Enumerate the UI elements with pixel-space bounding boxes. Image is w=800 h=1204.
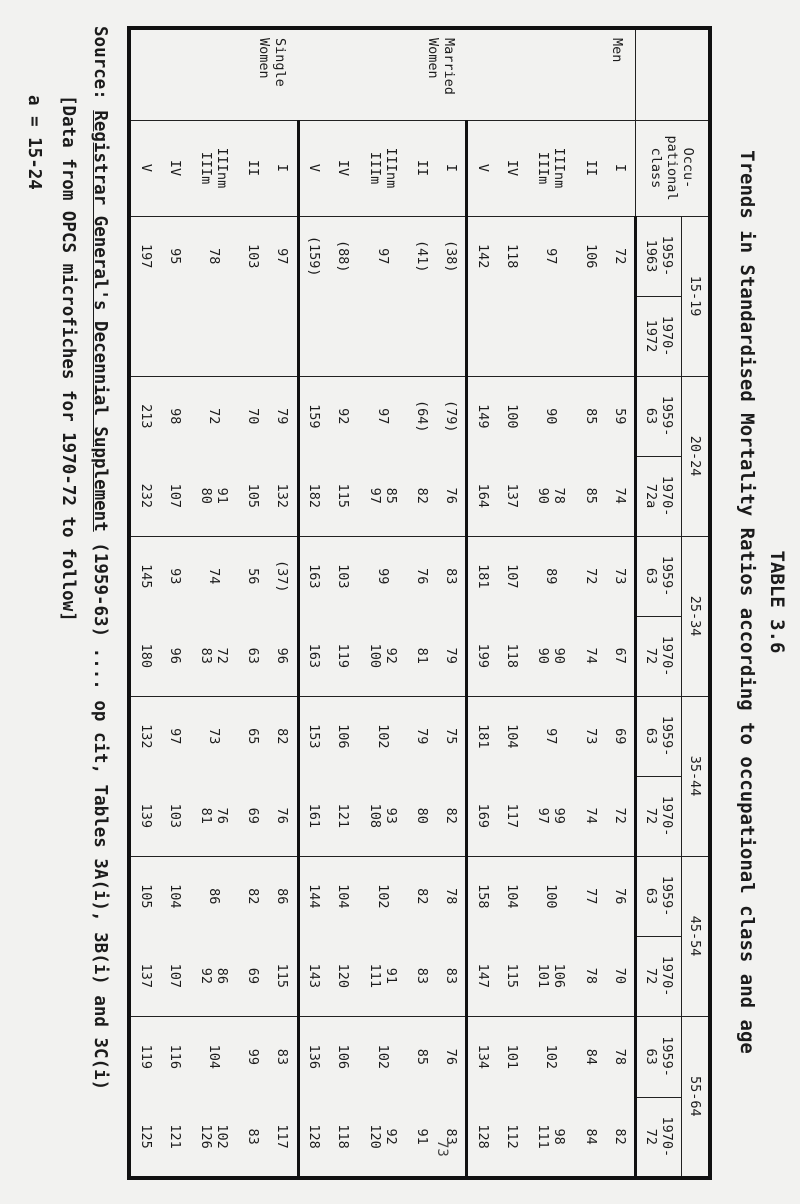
table-row — [298, 28, 329, 1178]
class-label: I — [605, 120, 636, 216]
table-row — [329, 28, 358, 1178]
smr-value: 70 — [605, 936, 636, 1016]
age-header: 20-24 — [682, 376, 711, 536]
smr-value: 76 — [605, 856, 636, 936]
data-note: [Data from OPCS microfiches for 1970-72 to follow] — [58, 95, 78, 622]
table-body — [129, 28, 636, 1178]
smr-value: 105 — [239, 456, 268, 536]
smr-value: 91 80 — [189, 456, 239, 536]
group-header-cell — [636, 28, 711, 120]
smr-value: 137 — [497, 456, 526, 536]
smr-value: 97 — [526, 696, 576, 776]
class-label: V — [467, 120, 498, 216]
smr-value: 213 — [129, 376, 160, 456]
smr-value: 169 — [467, 776, 498, 856]
smr-value: 78 — [576, 936, 605, 1016]
smr-value: 97 — [358, 216, 408, 296]
age-header: 45-54 — [682, 856, 711, 1016]
smr-value: 72 83 — [189, 616, 239, 696]
group-label: Men — [467, 28, 636, 120]
year-header: 1970- 72 — [636, 936, 682, 1016]
smr-value: 73 — [189, 696, 239, 776]
smr-value: 102 126 — [189, 1097, 239, 1178]
smr-value: 74 — [605, 456, 636, 536]
age-header: 15-19 — [682, 216, 711, 376]
smr-value — [605, 296, 636, 376]
smr-value: 79 — [436, 616, 467, 696]
smr-value: 99 — [239, 1016, 268, 1097]
smr-value: 83 — [436, 1097, 467, 1178]
smr-value — [436, 296, 467, 376]
footnote: a = 15-24 — [24, 95, 44, 190]
table-row — [576, 28, 605, 1178]
smr-value: 104 — [329, 856, 358, 936]
table-row — [189, 28, 239, 1178]
year-header: 1959- 63 — [636, 856, 682, 936]
smr-value: 103 — [239, 216, 268, 296]
table-row — [129, 28, 160, 1178]
class-label: II — [239, 120, 268, 216]
smr-value: 80 — [407, 776, 436, 856]
class-label: IIInm IIIm — [358, 120, 408, 216]
smr-value: 102 — [526, 1016, 576, 1097]
smr-value: 97 — [268, 216, 299, 296]
smr-value — [497, 296, 526, 376]
smr-value: 83 — [268, 1016, 299, 1097]
smr-value: 75 — [436, 696, 467, 776]
smr-value: 85 — [576, 456, 605, 536]
smr-value: 74 — [576, 616, 605, 696]
smr-value: 161 — [298, 776, 329, 856]
smr-table — [127, 26, 712, 1180]
smr-value: 84 — [576, 1097, 605, 1178]
smr-value: 163 — [298, 536, 329, 616]
source-reference: Registrar General's Decennial Supplement — [90, 110, 110, 532]
smr-value: 104 — [497, 856, 526, 936]
smr-value — [298, 296, 329, 376]
table-row — [268, 28, 299, 1178]
smr-value: 82 — [268, 696, 299, 776]
smr-value: 82 — [605, 1097, 636, 1178]
smr-value: 86 92 — [189, 936, 239, 1016]
smr-value: 100 — [497, 376, 526, 456]
smr-value: (88) — [329, 216, 358, 296]
table-row — [526, 28, 576, 1178]
smr-value: 128 — [298, 1097, 329, 1178]
smr-value: 83 — [436, 936, 467, 1016]
smr-value: 164 — [467, 456, 498, 536]
smr-value: 103 — [160, 776, 189, 856]
smr-value: 73 — [605, 536, 636, 616]
smr-value: 96 — [160, 616, 189, 696]
smr-value: (159) — [298, 216, 329, 296]
smr-value: 121 — [329, 776, 358, 856]
class-label: V — [298, 120, 329, 216]
smr-value: 100 — [526, 856, 576, 936]
smr-value: 97 — [358, 376, 408, 456]
table-row — [358, 28, 408, 1178]
smr-value: 182 — [298, 456, 329, 536]
table-row — [239, 28, 268, 1178]
smr-value: 120 — [329, 936, 358, 1016]
table-title: Trends in Standardised Mortality Ratios according to occupational class and age — [736, 150, 758, 1054]
class-label: IIInm IIIm — [189, 120, 239, 216]
smr-value: 78 — [189, 216, 239, 296]
table-row — [497, 28, 526, 1178]
smr-value: 63 — [239, 616, 268, 696]
smr-value: 72 — [605, 216, 636, 296]
smr-value: 103 — [329, 536, 358, 616]
smr-value — [358, 296, 408, 376]
smr-value: 181 — [467, 696, 498, 776]
smr-value: 136 — [298, 1016, 329, 1097]
smr-value: 112 — [497, 1097, 526, 1178]
smr-value: 107 — [497, 536, 526, 616]
age-header: 35-44 — [682, 696, 711, 856]
year-header: 1970- 1972 — [636, 296, 682, 376]
smr-value: 76 — [407, 536, 436, 616]
smr-value: 107 — [160, 936, 189, 1016]
smr-value — [526, 296, 576, 376]
year-header: 1959- 1963 — [636, 216, 682, 296]
smr-value: 93 108 — [358, 776, 408, 856]
smr-value: (37) — [268, 536, 299, 616]
smr-value: 106 — [329, 696, 358, 776]
smr-value: 104 — [497, 696, 526, 776]
smr-value: 137 — [129, 936, 160, 1016]
smr-value: 153 — [298, 696, 329, 776]
page-number: 73 — [434, 1140, 450, 1157]
occupational-class-header: Occu- pational class — [636, 120, 711, 216]
age-header: 55-64 — [682, 1016, 711, 1178]
smr-value: 84 — [576, 1016, 605, 1097]
smr-value: 106 — [329, 1016, 358, 1097]
smr-value: 70 — [239, 376, 268, 456]
smr-value: 115 — [268, 936, 299, 1016]
year-header: 1970- 72 — [636, 776, 682, 856]
smr-value: 118 — [329, 1097, 358, 1178]
smr-value: 89 — [526, 536, 576, 616]
smr-value: 69 — [239, 936, 268, 1016]
smr-value: 115 — [329, 456, 358, 536]
smr-value: 74 — [576, 776, 605, 856]
smr-value: 181 — [467, 536, 498, 616]
smr-value: 74 — [189, 536, 239, 616]
class-label: V — [129, 120, 160, 216]
smr-value: 142 — [467, 216, 498, 296]
smr-value: 73 — [576, 696, 605, 776]
smr-value: 117 — [497, 776, 526, 856]
smr-value: 90 90 — [526, 616, 576, 696]
class-label: IIInm IIIm — [526, 120, 576, 216]
smr-value: 86 — [189, 856, 239, 936]
smr-value: 159 — [298, 376, 329, 456]
smr-value: 79 — [268, 376, 299, 456]
smr-value: 97 — [160, 696, 189, 776]
smr-value: 101 — [497, 1016, 526, 1097]
smr-value: 118 — [497, 616, 526, 696]
table-row — [467, 28, 498, 1178]
smr-value: 121 — [160, 1097, 189, 1178]
smr-value: 149 — [467, 376, 498, 456]
smr-value: 92 — [329, 376, 358, 456]
smr-value: 232 — [129, 456, 160, 536]
smr-value: 139 — [129, 776, 160, 856]
smr-value — [407, 296, 436, 376]
table-row — [605, 28, 636, 1178]
source-line — [90, 26, 110, 1090]
smr-value: 158 — [467, 856, 498, 936]
smr-value: 102 — [358, 1016, 408, 1097]
smr-value: 125 — [129, 1097, 160, 1178]
smr-value: 119 — [329, 616, 358, 696]
smr-value: 78 — [605, 1016, 636, 1097]
smr-value — [129, 296, 160, 376]
table-row — [160, 28, 189, 1178]
smr-value: 104 — [160, 856, 189, 936]
smr-value: 106 101 — [526, 936, 576, 1016]
smr-value: 128 — [467, 1097, 498, 1178]
smr-value — [239, 296, 268, 376]
class-label: I — [268, 120, 299, 216]
smr-value: (41) — [407, 216, 436, 296]
smr-value: 78 90 — [526, 456, 576, 536]
smr-value: 99 97 — [526, 776, 576, 856]
smr-value: 118 — [497, 216, 526, 296]
smr-value: 119 — [129, 1016, 160, 1097]
smr-value: 83 — [239, 1097, 268, 1178]
smr-value: 107 — [160, 456, 189, 536]
smr-value: 56 — [239, 536, 268, 616]
year-header: 1970- 72 — [636, 616, 682, 696]
smr-value: 76 — [268, 776, 299, 856]
class-label: IV — [160, 120, 189, 216]
smr-value: 79 — [407, 696, 436, 776]
smr-value: 105 — [129, 856, 160, 936]
smr-value: 98 111 — [526, 1097, 576, 1178]
smr-value — [268, 296, 299, 376]
smr-value: 91 111 — [358, 936, 408, 1016]
year-header: 1959- 63 — [636, 696, 682, 776]
smr-value: 67 — [605, 616, 636, 696]
smr-value: 115 — [497, 936, 526, 1016]
group-label: Single Women — [129, 28, 298, 120]
smr-value: 59 — [605, 376, 636, 456]
smr-value: 104 — [189, 1016, 239, 1097]
smr-value: 77 — [576, 856, 605, 936]
smr-value: 78 — [436, 856, 467, 936]
smr-value: 145 — [129, 536, 160, 616]
smr-value — [576, 296, 605, 376]
smr-value: (64) — [407, 376, 436, 456]
smr-value — [329, 296, 358, 376]
smr-value: 144 — [298, 856, 329, 936]
table-row — [436, 28, 467, 1178]
smr-value: 72 — [605, 776, 636, 856]
year-header: 1959- 63 — [636, 536, 682, 616]
class-label: IV — [329, 120, 358, 216]
year-header: 1959- 63 — [636, 376, 682, 456]
smr-value: 95 — [160, 216, 189, 296]
class-label: II — [576, 120, 605, 216]
smr-value: 132 — [268, 456, 299, 536]
smr-value: 147 — [467, 936, 498, 1016]
smr-value: 163 — [298, 616, 329, 696]
smr-value: 90 — [526, 376, 576, 456]
group-label: Married Women — [298, 28, 467, 120]
class-label: I — [436, 120, 467, 216]
smr-value: (79) — [436, 376, 467, 456]
smr-value: 197 — [129, 216, 160, 296]
smr-value: 82 — [407, 856, 436, 936]
smr-value: 106 — [576, 216, 605, 296]
smr-value: 92 120 — [358, 1097, 408, 1178]
smr-value: 72 — [576, 536, 605, 616]
year-header: 1970- 72 — [636, 1097, 682, 1178]
table-row — [407, 28, 436, 1178]
year-header: 1959- 63 — [636, 1016, 682, 1097]
smr-value: 116 — [160, 1016, 189, 1097]
smr-value: 199 — [467, 616, 498, 696]
source-label: Source: — [90, 26, 110, 100]
smr-value: 99 — [358, 536, 408, 616]
source-details: (1959-63) .... op cit, Tables 3A(i), 3B(i) and 3C(i) — [90, 542, 110, 1091]
table-label: TABLE 3.6 — [766, 550, 788, 654]
smr-value: 92 100 — [358, 616, 408, 696]
smr-value: 76 — [436, 1016, 467, 1097]
smr-value: 180 — [129, 616, 160, 696]
smr-value: 102 — [358, 856, 408, 936]
smr-value: 85 — [407, 1016, 436, 1097]
smr-value: 83 — [407, 936, 436, 1016]
smr-value: 93 — [160, 536, 189, 616]
smr-value: 98 — [160, 376, 189, 456]
age-header: 25-34 — [682, 536, 711, 696]
smr-value: 91 — [407, 1097, 436, 1178]
smr-value: 96 — [268, 616, 299, 696]
smr-value: (38) — [436, 216, 467, 296]
smr-value: 69 — [605, 696, 636, 776]
smr-value: 143 — [298, 936, 329, 1016]
smr-value: 102 — [358, 696, 408, 776]
smr-value: 85 97 — [358, 456, 408, 536]
smr-value: 72 — [189, 376, 239, 456]
smr-value: 82 — [436, 776, 467, 856]
class-label: IV — [497, 120, 526, 216]
smr-value — [189, 296, 239, 376]
class-label: II — [407, 120, 436, 216]
smr-value: 82 — [407, 456, 436, 536]
smr-value: 82 — [239, 856, 268, 936]
smr-value: 86 — [268, 856, 299, 936]
smr-value: 76 — [436, 456, 467, 536]
smr-value: 117 — [268, 1097, 299, 1178]
smr-value: 69 — [239, 776, 268, 856]
smr-value: 76 81 — [189, 776, 239, 856]
year-header: 1970- 72a — [636, 456, 682, 536]
smr-value: 65 — [239, 696, 268, 776]
smr-value — [160, 296, 189, 376]
smr-value: 81 — [407, 616, 436, 696]
smr-value: 132 — [129, 696, 160, 776]
smr-value: 134 — [467, 1016, 498, 1097]
smr-value: 85 — [576, 376, 605, 456]
smr-value: 97 — [526, 216, 576, 296]
smr-value: 83 — [436, 536, 467, 616]
smr-value — [467, 296, 498, 376]
